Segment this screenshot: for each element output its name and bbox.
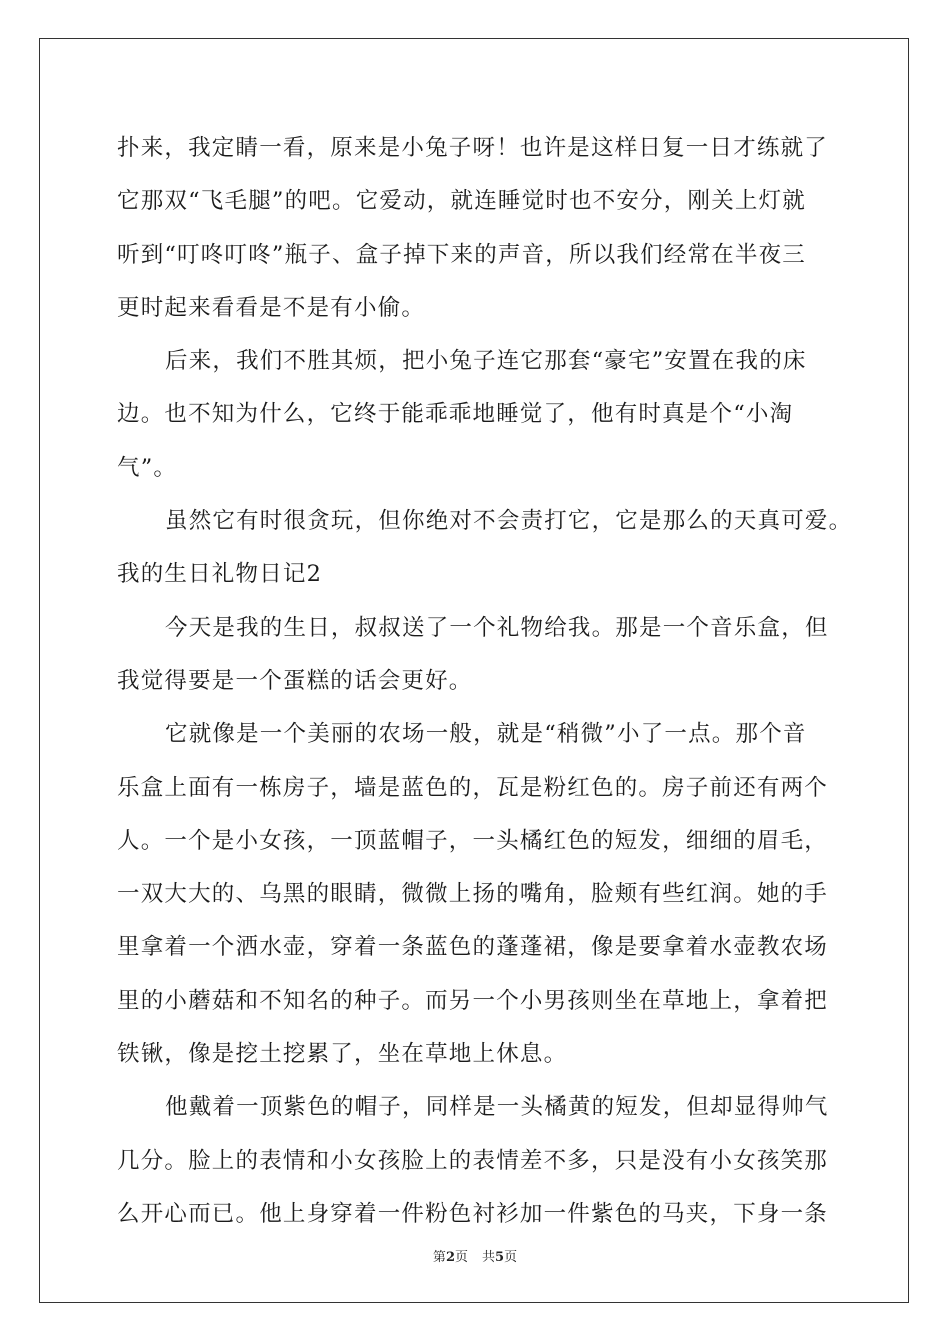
section-heading: 我的生日礼物日记2 [117, 561, 323, 588]
page-footer [0, 1246, 950, 1265]
text-line: 里的小蘑菇和不知名的种子。而另一个小男孩则坐在草地上，拿着把 [117, 987, 829, 1014]
text-line: 铁锹，像是挖土挖累了，坐在草地上休息。 [117, 1041, 568, 1068]
text-line: 几分。脸上的表情和小女孩脸上的表情差不多，只是没有小女孩笑那 [117, 1147, 829, 1174]
text-line: 边。也不知为什么，它终于能乖乖地睡觉了，他有时真是个“小淘 [117, 401, 794, 428]
text-line: 更时起来看看是不是有小偷。 [117, 294, 426, 321]
text-line: 乐盒上面有一栋房子，墙是蓝色的，瓦是粉红色的。房子前还有两个 [117, 774, 829, 801]
text-line: 一双大大的、乌黑的眼睛，微微上扬的嘴角，脸颊有些红润。她的手 [117, 881, 829, 908]
paragraph-start-line: 它就像是一个美丽的农场一般，就是“稍微”小了一点。那个音 [165, 721, 807, 748]
total-pages-suffix: 页 [504, 1250, 518, 1265]
text-line: 人。一个是小女孩，一顶蓝帽子，一头橘红色的短发，细细的眉毛， [117, 827, 829, 854]
paragraph-start-line: 今天是我的生日，叔叔送了一个礼物给我。那是一个音乐盒，但 [165, 614, 829, 641]
text-line: 么开心而已。他上身穿着一件粉色衬衫加一件紫色的马夹，下身一条 [117, 1200, 829, 1227]
total-pages-prefix: 共 [482, 1250, 496, 1265]
text-line: 它那双“飞毛腿”的吧。它爱动，就连睡觉时也不安分，刚关上灯就 [117, 188, 807, 215]
paragraph-start-line: 他戴着一顶紫色的帽子，同样是一头橘黄的短发，但却显得帅气 [165, 1094, 829, 1121]
document-body [117, 122, 853, 1241]
text-line: 气”。 [117, 454, 178, 481]
text-line: 我觉得要是一个蛋糕的话会更好。 [117, 667, 473, 694]
current-page-number: 2 [445, 1250, 455, 1265]
text-line: 听到“叮咚叮咚”瓶子、盒子掉下来的声音，所以我们经常在半夜三 [117, 241, 807, 268]
text-line: 扑来，我定睛一看，原来是小兔子呀！也许是这样日复一日才练就了 [117, 135, 829, 161]
page-number-prefix: 第 [432, 1250, 446, 1265]
total-page-count: 5 [495, 1250, 505, 1265]
page-number-suffix: 页 [454, 1250, 468, 1265]
text-line: 里拿着一个洒水壶，穿着一条蓝色的蓬蓬裙，像是要拿着水壶教农场 [117, 934, 829, 961]
paragraph-start-line: 虽然它有时很贪玩，但你绝对不会责打它，它是那么的天真可爱。 [165, 508, 853, 535]
paragraph-start-line: 后来，我们不胜其烦，把小兔子连它那套“豪宅”安置在我的床 [165, 348, 807, 375]
